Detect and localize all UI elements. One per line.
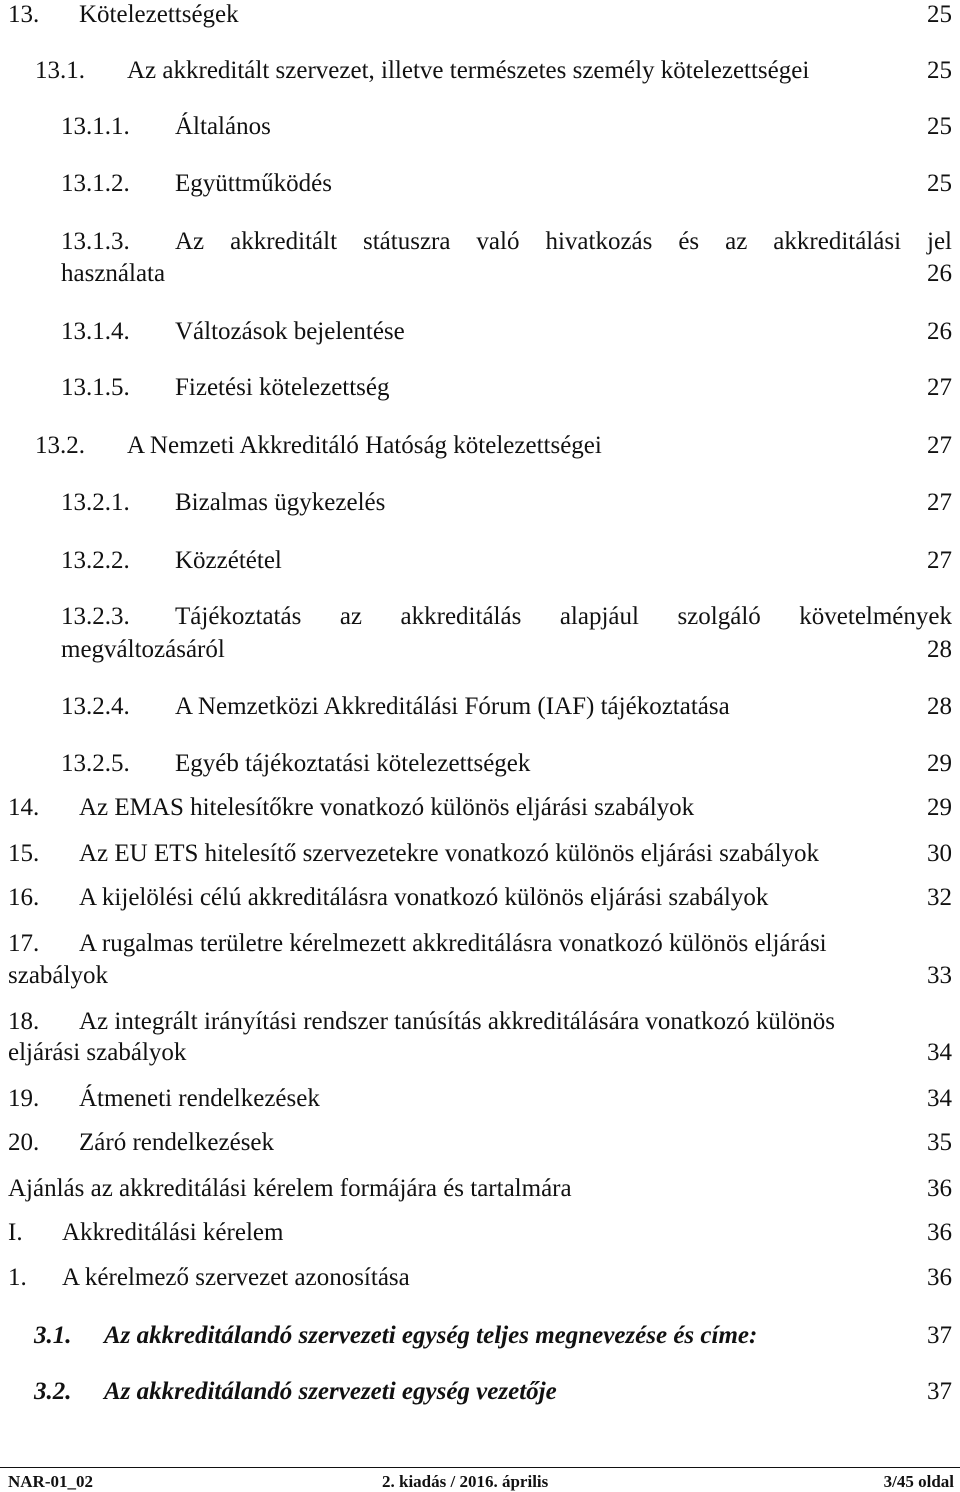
- toc-entry-page: 30: [927, 840, 952, 867]
- toc-entry-page: 37: [927, 1378, 952, 1405]
- toc-entry[interactable]: [0, 882, 960, 914]
- toc-entry[interactable]: [0, 1006, 960, 1038]
- toc-entry-title-continued: használata: [61, 260, 166, 287]
- footer-page-number: 3/45 oldal: [883, 1472, 954, 1491]
- toc-entry-page: 36: [927, 1219, 952, 1246]
- toc-entry-title: A rugalmas területre kérelmezett akkreditálásra vonatkozó különös eljárási: [79, 930, 827, 957]
- toc-entry-title: Egyéb tájékoztatási kötelezettségek: [175, 750, 531, 777]
- toc-entry-continuation[interactable]: [0, 1037, 960, 1069]
- toc-entry-number: 14.: [8, 794, 40, 821]
- toc-entry-number: 13.2.1.: [61, 489, 130, 516]
- toc-entry-title: Az akkreditált státuszra való hivatkozás és az akkreditálási jel: [175, 228, 952, 255]
- toc-entry-title: A kérelmező szervezet azonosítása: [62, 1264, 410, 1291]
- toc-entry-page: 37: [927, 1322, 952, 1349]
- toc-entry-title: A kijelölési célú akkreditálásra vonatkozó különös eljárási szabályok: [79, 884, 769, 911]
- toc-entry-title: Kötelezettségek: [79, 1, 239, 28]
- toc-entry-number: 13.1.3.: [61, 228, 130, 255]
- toc-entry-number: 13.1.1.: [61, 113, 130, 140]
- toc-entry-continuation[interactable]: [0, 634, 960, 666]
- toc-entry-continuation[interactable]: [0, 960, 960, 992]
- toc-entry-number: 13.: [8, 1, 40, 28]
- toc-entry-number: 13.1.2.: [61, 170, 130, 197]
- toc-entry-number: I.: [8, 1219, 23, 1246]
- toc-entry-title: Az akkreditált szervezet, illetve természetes személy kötelezettségei: [127, 57, 810, 84]
- toc-entry[interactable]: [0, 1320, 960, 1352]
- toc-entry-number: 13.2.4.: [61, 693, 130, 720]
- toc-entry[interactable]: [0, 1217, 960, 1249]
- toc-entry-title: Akkreditálási kérelem: [62, 1219, 284, 1246]
- toc-entry-page: 35: [927, 1129, 952, 1156]
- toc-entry-title: Záró rendelkezések: [79, 1129, 275, 1156]
- toc-entry-page: 34: [927, 1039, 952, 1066]
- toc-entry-number: 17.: [8, 930, 40, 957]
- toc-entry-number: 13.1.: [35, 57, 85, 84]
- toc-entry-page: 25: [927, 1, 952, 28]
- toc-entry-number: 3.1.: [34, 1322, 72, 1349]
- toc-entry-page: 27: [927, 432, 952, 459]
- toc-entry-title: Közzététel: [175, 547, 282, 574]
- toc-entry-title-continued: eljárási szabályok: [8, 1039, 187, 1066]
- toc-entry[interactable]: [0, 1376, 960, 1408]
- footer-edition: 2. kiadás / 2016. április: [382, 1472, 549, 1491]
- toc-entry[interactable]: [0, 691, 960, 723]
- toc-entry-number: 13.2.3.: [61, 603, 130, 630]
- toc-entry-page: 29: [927, 794, 952, 821]
- toc-entry-number: 19.: [8, 1085, 40, 1112]
- toc-entry-page: 32: [927, 884, 952, 911]
- toc-entry[interactable]: [0, 601, 960, 633]
- toc-entry[interactable]: [0, 226, 960, 258]
- toc-entry-title: Tájékoztatás az akkreditálás alapjául szolgáló követelmények: [175, 603, 952, 630]
- toc-entry[interactable]: [0, 1083, 960, 1115]
- toc-entry[interactable]: [0, 928, 960, 960]
- footer-document-id: NAR-01_02: [8, 1472, 93, 1491]
- toc-entry-title-continued: megváltozásáról: [61, 636, 225, 663]
- toc-entry[interactable]: [0, 168, 960, 200]
- toc-entry-page: 33: [927, 962, 952, 989]
- toc-entry[interactable]: [0, 1127, 960, 1159]
- toc-entry-page: 34: [927, 1085, 952, 1112]
- toc-entry-number: 1.: [8, 1264, 27, 1291]
- toc-entry-title: Fizetési kötelezettség: [175, 374, 390, 401]
- toc-entry-number: 13.2.5.: [61, 750, 130, 777]
- toc-entry-page: 28: [927, 636, 952, 663]
- toc-entry-page: 27: [927, 489, 952, 516]
- toc-entry-page: 26: [927, 260, 952, 287]
- toc-entry-number: 13.1.5.: [61, 374, 130, 401]
- footer-divider: [0, 1467, 960, 1468]
- toc-entry-number: 20.: [8, 1129, 40, 1156]
- toc-entry[interactable]: [0, 111, 960, 143]
- toc-entry-page: 26: [927, 318, 952, 345]
- toc-entry-title: Az akkreditálandó szervezeti egység vezetője: [104, 1378, 557, 1405]
- toc-entry-title: Az integrált irányítási rendszer tanúsítás akkreditálására vonatkozó különös: [79, 1008, 835, 1035]
- toc-entry-page: 27: [927, 374, 952, 401]
- toc-entry-page: 29: [927, 750, 952, 777]
- toc-entry-page: 36: [927, 1175, 952, 1202]
- toc-entry[interactable]: [0, 0, 960, 31]
- toc-entry-title: A Nemzeti Akkreditáló Hatóság kötelezettségei: [127, 432, 602, 459]
- toc-entry-title: Bizalmas ügykezelés: [175, 489, 386, 516]
- toc-entry-number: 13.2.: [35, 432, 85, 459]
- toc-entry[interactable]: [0, 316, 960, 348]
- toc-entry[interactable]: [0, 487, 960, 519]
- toc-entry-title: Ajánlás az akkreditálási kérelem formájára és tartalmára: [8, 1175, 572, 1202]
- toc-entry[interactable]: [0, 838, 960, 870]
- toc-entry[interactable]: [0, 372, 960, 404]
- toc-entry[interactable]: [0, 55, 960, 87]
- toc-entry-title: Együttműködés: [175, 170, 332, 197]
- toc-entry-number: 13.2.2.: [61, 547, 130, 574]
- toc-entry-number: 13.1.4.: [61, 318, 130, 345]
- toc-entry-title: Az EU ETS hitelesítő szervezetekre vonatkozó különös eljárási szabályok: [79, 840, 820, 867]
- toc-entry-number: 15.: [8, 840, 40, 867]
- toc-entry-continuation[interactable]: [0, 258, 960, 290]
- toc-entry-page: 25: [927, 170, 952, 197]
- toc-entry-page: 28: [927, 693, 952, 720]
- toc-entry-number: 18.: [8, 1008, 40, 1035]
- toc-entry[interactable]: [0, 748, 960, 780]
- toc-entry-title: A Nemzetközi Akkreditálási Fórum (IAF) tájékoztatása: [175, 693, 730, 720]
- toc-entry[interactable]: [0, 545, 960, 577]
- toc-entry[interactable]: [0, 430, 960, 462]
- toc-entry-page: 25: [927, 57, 952, 84]
- toc-entry-page: 25: [927, 113, 952, 140]
- toc-entry-title: Az EMAS hitelesítőkre vonatkozó különös eljárási szabályok: [79, 794, 695, 821]
- toc-entry-title: Változások bejelentése: [175, 318, 405, 345]
- toc-entry-title-continued: szabályok: [8, 962, 108, 989]
- toc-entry-number: 3.2.: [34, 1378, 72, 1405]
- toc-entry-page: 36: [927, 1264, 952, 1291]
- toc-entry-number: 16.: [8, 884, 40, 911]
- toc-entry[interactable]: [0, 1173, 960, 1205]
- toc-entry-title: Általános: [175, 113, 271, 140]
- toc-entry[interactable]: [0, 792, 960, 824]
- toc-entry[interactable]: [0, 1262, 960, 1294]
- toc-entry-title: Átmeneti rendelkezések: [79, 1085, 320, 1112]
- toc-entry-title: Az akkreditálandó szervezeti egység teljes megnevezése és címe:: [104, 1322, 758, 1349]
- toc-entry-page: 27: [927, 547, 952, 574]
